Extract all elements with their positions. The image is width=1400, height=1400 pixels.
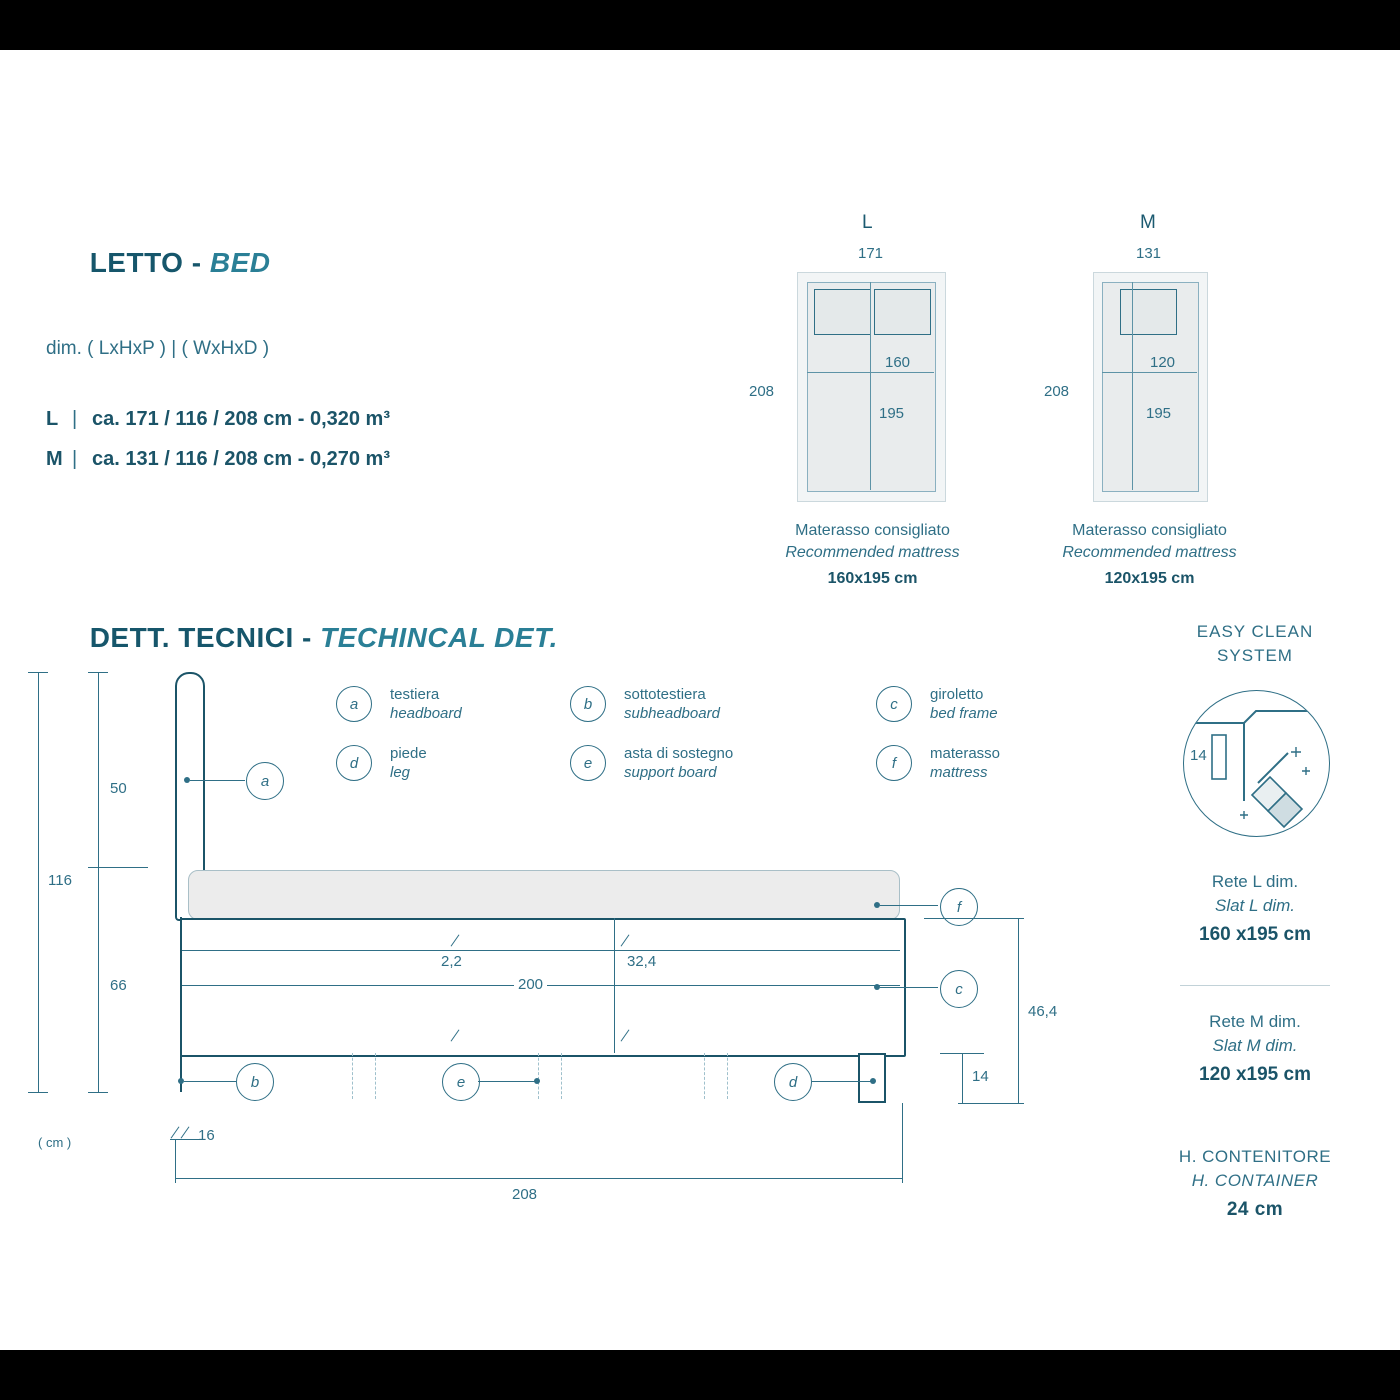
support-dash-1 [352, 1053, 376, 1099]
plan-M-dim-v-line [1132, 282, 1133, 490]
plan-L-depth-label: 208 [749, 383, 775, 400]
legend-b-en: subheadboard [624, 705, 720, 722]
plan-M-depth-label: 208 [1044, 383, 1070, 400]
unit-note: ( cm ) [38, 1135, 72, 1150]
callout-d-leader [812, 1081, 872, 1082]
slat-L-en: Slat L dim. [1214, 896, 1295, 915]
easy-clean-badge: 14 [1190, 747, 1207, 764]
callout-a: a [246, 762, 284, 800]
legend-text-d [390, 744, 427, 782]
slat-M-value: 120 x195 cm [1199, 1064, 1311, 1085]
callout-c-leader [880, 987, 938, 988]
legend-text-e [624, 744, 733, 782]
dim-116-bottom-tick [28, 1092, 48, 1093]
dim-208-line [175, 1178, 902, 1179]
callout-f: f [940, 888, 978, 926]
dim-50-line [98, 672, 99, 867]
dim-14-line [962, 1053, 963, 1103]
dim-208-left-tick [175, 1139, 176, 1183]
legend-marker-a: a [336, 686, 372, 722]
legend-f-it: materasso [930, 745, 1001, 762]
dim-46-4-label: 46,4 [1028, 1003, 1058, 1020]
plan-M-dim-h-line [1102, 372, 1197, 373]
slat-M-en: Slat M dim. [1212, 1036, 1298, 1055]
plan-L-title: L [862, 212, 873, 233]
dimension-row-M-code: M [46, 448, 63, 470]
legend-marker-c: c [876, 686, 912, 722]
legend-d-en: leg [390, 764, 411, 781]
legend-text-f [930, 744, 1000, 782]
legend-e-it: asta di sostegno [624, 745, 734, 762]
dim-14-label: 14 [972, 1068, 989, 1085]
tech-title-en: TECHINCAL DET. [320, 622, 558, 653]
plan-M-inner-depth: 195 [1143, 405, 1174, 422]
plan-M-size: 120x195 cm [1104, 570, 1195, 587]
dim-46-4-top-tick [924, 918, 1024, 919]
legend-a-it: testiera [390, 686, 440, 703]
sheet [0, 50, 1400, 1350]
dim-66-label: 66 [110, 977, 127, 994]
legend-b-it: sottotestiera [624, 686, 706, 703]
plan-M-caption [1022, 520, 1277, 590]
legend-f-en: mattress [930, 764, 988, 781]
dim-116-line [38, 672, 39, 1092]
legend-text-c [930, 685, 998, 723]
plan-L-caption-it: Materasso consigliato [795, 522, 950, 539]
page-title [40, 215, 270, 311]
callout-e: e [442, 1063, 480, 1101]
dim-50-top-tick [88, 672, 108, 673]
dimension-row-M-value: ca. 131 / 116 / 208 cm - 0,270 m³ [92, 448, 390, 470]
plan-M-inner-width: 120 [1147, 354, 1178, 371]
plan-L-pillow-left [814, 289, 871, 335]
slat-M-block [1130, 1010, 1380, 1087]
legend-text-a [390, 685, 462, 723]
plan-L-caption [745, 520, 1000, 590]
mattress-side [188, 870, 900, 920]
plan-M-caption-it: Materasso consigliato [1072, 522, 1227, 539]
dim-200: 200 [514, 976, 547, 993]
callout-a-leader [190, 780, 245, 781]
callout-f-leader [880, 905, 938, 906]
support-dash-2 [538, 1053, 562, 1099]
plan-L-inner-depth: 195 [876, 405, 907, 422]
dim-116-label: 116 [48, 872, 72, 889]
plan-L-pillow-right [874, 289, 931, 335]
callout-e-leader [478, 1081, 538, 1082]
plan-M-title: M [1140, 212, 1156, 233]
page-title-it: LETTO - [89, 247, 210, 278]
dim-50-label: 50 [110, 780, 127, 797]
tech-title-it: DETT. TECNICI - [89, 622, 321, 653]
dim-14-top-tick [940, 1053, 984, 1054]
plan-L-width-label: 171 [858, 245, 884, 262]
support-dash-3 [704, 1053, 728, 1099]
plan-M-caption-en: Recommended mattress [1062, 544, 1237, 561]
tech-title [40, 590, 558, 686]
legend-a-en: headboard [390, 705, 462, 722]
plan-L-inner-width: 160 [882, 354, 913, 371]
dim-208-right-tick [902, 1103, 903, 1183]
legend-c-en: bed frame [930, 705, 998, 722]
slat-L-block [1130, 870, 1380, 947]
dim-116-top-tick [28, 672, 48, 673]
dim-46-4-line [1018, 918, 1019, 1103]
dimension-row-M-sep: | [72, 448, 78, 470]
legend-c-it: giroletto [930, 686, 984, 703]
easy-clean-title [1130, 620, 1380, 668]
legend-marker-e: e [570, 745, 606, 781]
panel-divider-1 [1180, 985, 1330, 986]
dimension-row-L-value: ca. 171 / 116 / 208 cm - 0,320 m³ [92, 408, 390, 430]
legend-marker-f: f [876, 745, 912, 781]
callout-c: c [940, 970, 978, 1008]
dim-208-label: 208 [512, 1186, 538, 1203]
plan-L-dim-v-line [870, 282, 871, 490]
dim-2-2: 2,2 [438, 953, 465, 970]
plan-L-caption-en: Recommended mattress [785, 544, 960, 561]
easy-clean-title-2: SYSTEM [1217, 646, 1293, 665]
frame-inner-line [182, 950, 900, 951]
container-value: 24 cm [1226, 1199, 1284, 1220]
legend-marker-d: d [336, 745, 372, 781]
dim-16-slash-b [181, 1126, 190, 1138]
dim-32-4: 32,4 [624, 953, 659, 970]
container-it: H. CONTENITORE [1178, 1147, 1332, 1166]
frame-split-line [614, 918, 615, 1053]
plan-M-width-label: 131 [1136, 245, 1162, 262]
dimension-row-L-code: L [46, 408, 59, 430]
easy-clean-title-1: EASY CLEAN [1196, 622, 1314, 641]
dim-50-bottom-tick [88, 867, 148, 868]
callout-b-leader [184, 1081, 236, 1082]
dim-46-4-bottom-tick [958, 1103, 1024, 1104]
dim-66-line [98, 867, 99, 1092]
dim-66-bottom-tick [88, 1092, 108, 1093]
legend-marker-b: b [570, 686, 606, 722]
dimension-row-L-sep: | [72, 408, 78, 430]
container-en: H. CONTAINER [1191, 1171, 1319, 1190]
container-block [1130, 1145, 1380, 1222]
legend-e-en: support board [624, 764, 717, 781]
plan-M-pillow [1120, 289, 1177, 335]
callout-d: d [774, 1063, 812, 1101]
slat-L-value: 160 x195 cm [1199, 924, 1311, 945]
legend-d-it: piede [390, 745, 427, 762]
slat-M-it: Rete M dim. [1209, 1012, 1301, 1031]
plan-L-size: 160x195 cm [827, 570, 918, 587]
dimensions-label: dim. ( LxHxP ) | ( WxHxD ) [46, 338, 270, 359]
slat-L-it: Rete L dim. [1211, 872, 1299, 891]
page-title-en: BED [209, 247, 271, 278]
callout-b: b [236, 1063, 274, 1101]
dim-16-slash-a [171, 1126, 180, 1138]
legend-text-b [624, 685, 720, 723]
dim-16-label: 16 [198, 1127, 215, 1144]
